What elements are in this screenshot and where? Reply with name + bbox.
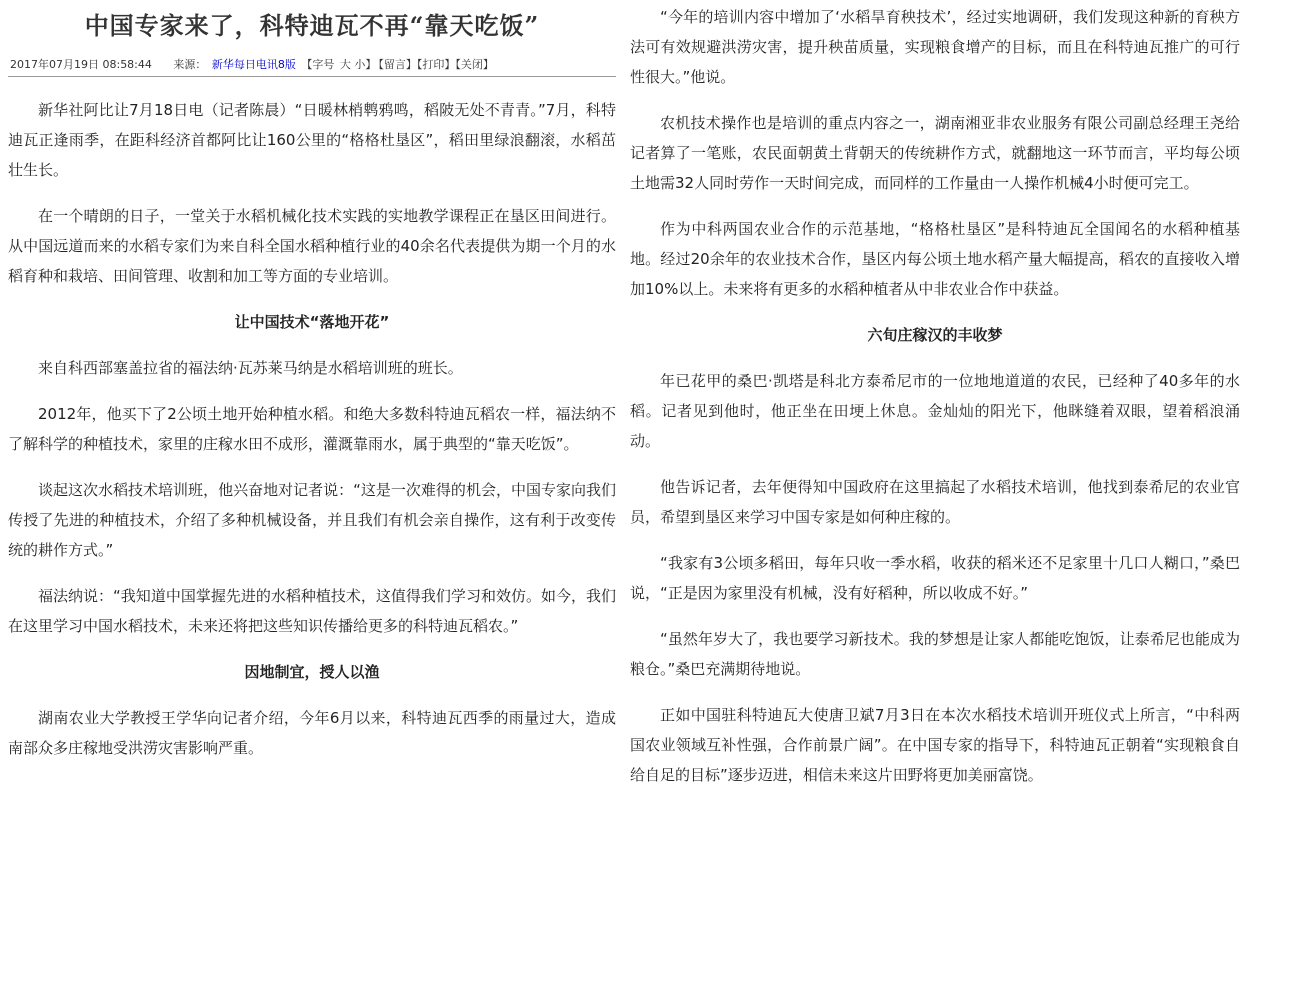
source-link[interactable]: 新华每日电讯8版 (211, 58, 296, 71)
font-large-button[interactable]: 大 (339, 58, 351, 71)
article-meta (8, 44, 616, 77)
article-body-left (8, 95, 616, 763)
paragraph: 农机技术操作也是培训的重点内容之一，湖南湘亚非农业服务有限公司副总经理王尧给记者算了一笔账，农民面朝黄土背朝天的传统耕作方式，就翻地这一环节而言，平均每公顷土地需32人同时劳作一天时间完成，而同样的工作量由一人操作机械4小时便可完工。 (630, 114, 1240, 192)
paragraph: 他告诉记者，去年便得知中国政府在这里搞起了水稻技术培训，他找到泰希尼的农业官员，希望到垦区来学习中国专家是如何种庄稼的。 (630, 478, 1240, 526)
source-label: 来源： (173, 58, 207, 71)
paragraph: 2012年，他买下了2公顷土地开始种植水稻。和绝大多数科特迪瓦稻农一样，福法纳不了解科学的种植技术，家里的庄稼水田不成形，灌溉靠雨水，属于典型的“靠天吃饭”。 (8, 405, 616, 453)
paragraph: 湖南农业大学教授王学华向记者介绍，今年6月以来，科特迪瓦西季的雨量过大，造成南部众多庄稼地受洪涝灾害影响严重。 (8, 709, 616, 757)
paragraph: 正如中国驻科特迪瓦大使唐卫斌7月3日在本次水稻技术培训开班仪式上所言，“中科两国农业领域互补性强，合作前景广阔”。在中国专家的指导下，科特迪瓦正朝着“实现粮食自给自足的目标”逐步迈进，相信未来这片田野将更加美丽富饶。 (630, 706, 1240, 784)
comment-button[interactable]: 【留言】 (378, 58, 417, 71)
paragraph: “虽然年岁大了，我也要学习新技术。我的梦想是让家人都能吃饱饭，让泰希尼也能成为粮仓。”桑巴充满期待地说。 (630, 630, 1240, 678)
paragraph: “今年的培训内容中增加了‘水稻旱育秧技术’，经过实地调研，我们发现这种新的育秧方法可有效规避洪涝灾害，提升秧苗质量，实现粮食增产的目标，而且在科特迪瓦推广的可行性很大。”他说。 (630, 8, 1240, 86)
paragraph: 来自科西部塞盖拉省的福法纳·瓦苏莱马纳是水稻培训班的班长。 (38, 359, 463, 377)
paragraph: 在一个晴朗的日子，一堂关于水稻机械化技术实践的实地教学课程正在垦区田间进行。从中国远道而来的水稻专家们为来自科全国水稻种植行业的40余名代表提供为期一个月的水稻育种和栽培、田间管理、收割和加工等方面的专业培训。 (8, 207, 616, 285)
left-column (8, 0, 616, 779)
paragraph: 作为中科两国农业合作的示范基地，“格格杜垦区”是科特迪瓦全国闻名的水稻种植基地。经过20余年的农业技术合作，垦区内每公顷土地水稻产量大幅提高，稻农的直接收入增加10%以上。未来将有更多的水稻种植者从中非农业合作中获益。 (630, 220, 1240, 298)
paragraph: 年已花甲的桑巴·凯塔是科北方泰希尼市的一位地地道道的农民，已经种了40多年的水稻。记者见到他时，他正坐在田埂上休息。金灿灿的阳光下，他眯缝着双眼，望着稻浪涌动。 (630, 372, 1240, 450)
publish-date: 2017年07月19日 08:58:44 (10, 58, 152, 71)
print-button[interactable]: 【打印】 (416, 58, 456, 71)
section-heading: 让中国技术“落地开花” (234, 313, 390, 331)
paragraph: “我家有3公顷多稻田，每年只收一季水稻，收获的稻米还不足家里十几口人糊口，”桑巴说，“正是因为家里没有机械，没有好稻种，所以收成不好。” (630, 554, 1240, 602)
font-small-button[interactable]: 小 (354, 58, 366, 71)
article-body-right (630, 2, 1240, 790)
article-title: 中国专家来了，科特迪瓦不再“靠天吃饭” (84, 11, 540, 40)
section-heading: 六旬庄稼汉的丰收梦 (867, 326, 1003, 344)
right-column (630, 2, 1240, 806)
section-heading: 因地制宜，授人以渔 (244, 663, 380, 681)
close-button[interactable]: 【关闭】 (455, 58, 494, 71)
paragraph: 新华社阿比让7月18日电（记者陈晨）“日暖林梢鹎鸦鸣，稻陂无处不青青。”7月，科特迪瓦正逢雨季，在距科经济首都阿比让160公里的“格格杜垦区”，稻田里绿浪翻滚，水稻茁壮生长。 (8, 101, 616, 179)
font-size-suffix: 】 (365, 58, 377, 71)
paragraph: 福法纳说：“我知道中国掌握先进的水稻种植技术，这值得我们学习和效仿。如今，我们在这里学习中国水稻技术，未来还将把这些知识传播给更多的科特迪瓦稻农。” (8, 587, 616, 635)
paragraph: 谈起这次水稻技术培训班，他兴奋地对记者说：“这是一次难得的机会，中国专家向我们传授了先进的种植技术，介绍了多种机械设备，并且我们有机会亲自操作，这有利于改变传统的耕作方式。” (8, 481, 616, 559)
font-size-prefix: 【字号 (301, 58, 335, 71)
